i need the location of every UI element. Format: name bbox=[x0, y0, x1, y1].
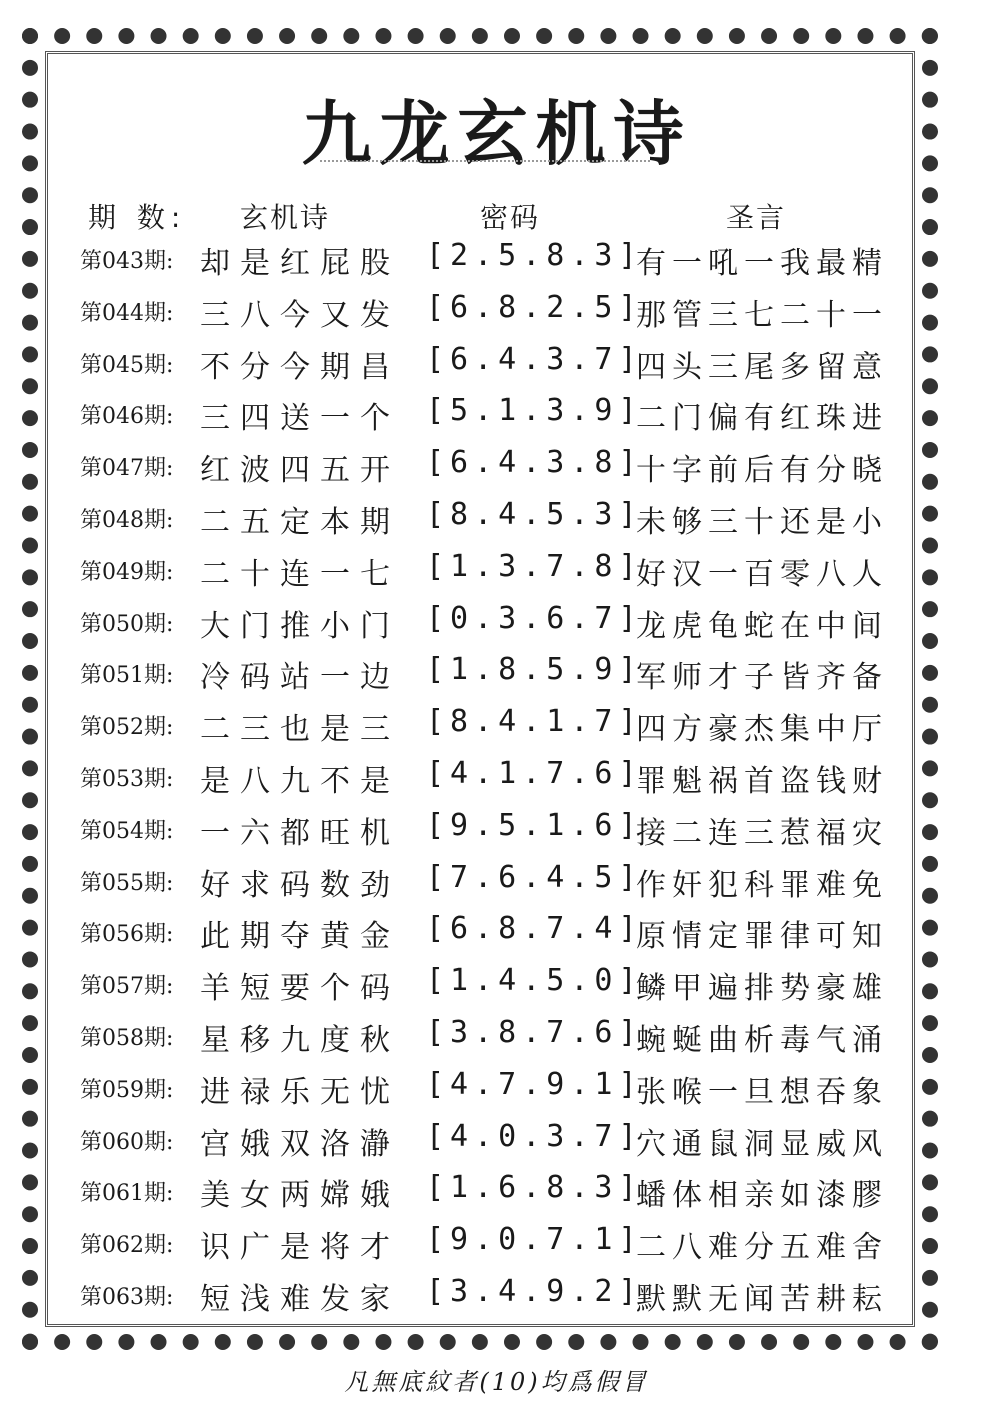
row-period: 第060期: bbox=[80, 1129, 174, 1155]
table-row bbox=[0, 852, 993, 904]
table-row bbox=[0, 644, 993, 696]
row-period: 第049期: bbox=[80, 559, 174, 585]
row-code: [5.1.3.9] bbox=[426, 393, 643, 429]
table-row bbox=[0, 1111, 993, 1163]
table-row bbox=[0, 955, 993, 1007]
row-saying: 原情定罪律可知 bbox=[636, 919, 888, 955]
header-period: 期 数: bbox=[88, 201, 187, 234]
table-row bbox=[0, 385, 993, 437]
row-saying: 张喉一旦想吞象 bbox=[636, 1074, 888, 1110]
row-period: 第063期: bbox=[80, 1284, 174, 1310]
table-row bbox=[0, 696, 993, 748]
row-poem: 短浅难发家 bbox=[200, 1281, 400, 1317]
row-code: [6.4.3.8] bbox=[426, 445, 643, 481]
row-poem: 二五定本期 bbox=[200, 504, 400, 540]
row-poem: 冷码站一边 bbox=[200, 660, 400, 696]
row-poem: 美女两嫦娥 bbox=[200, 1178, 400, 1214]
row-saying: 穴通鼠洞显威风 bbox=[636, 1126, 888, 1162]
row-code: [6.4.3.7] bbox=[426, 341, 643, 377]
header-code: 密码 bbox=[480, 201, 541, 234]
title-divider bbox=[320, 160, 650, 162]
row-saying: 那管三七二十一 bbox=[636, 297, 888, 333]
row-code: [8.4.5.3] bbox=[426, 496, 643, 532]
row-saying: 蜿蜒曲析毒气涌 bbox=[636, 1022, 888, 1058]
row-saying: 有一吼一我最精 bbox=[636, 246, 888, 281]
row-code: [4.7.9.1] bbox=[426, 1066, 643, 1102]
footer-note: 凡無底紋者(10)均爲假冒 bbox=[344, 1368, 649, 1396]
row-poem: 不分今期昌 bbox=[200, 349, 400, 385]
row-period: 第051期: bbox=[80, 663, 174, 689]
row-poem: 一六都旺机 bbox=[200, 815, 400, 851]
row-poem: 大门推小门 bbox=[200, 608, 400, 644]
row-poem: 进禄乐无忧 bbox=[200, 1074, 400, 1110]
row-period: 第050期: bbox=[80, 611, 174, 637]
row-period: 第056期: bbox=[80, 922, 174, 948]
table-row bbox=[0, 903, 993, 955]
row-period: 第053期: bbox=[80, 766, 174, 792]
row-poem: 识广是将才 bbox=[200, 1230, 400, 1266]
table-row bbox=[0, 230, 993, 282]
row-code: [1.4.5.0] bbox=[426, 963, 643, 999]
row-period: 第061期: bbox=[80, 1181, 174, 1207]
row-code: [1.8.5.9] bbox=[426, 652, 643, 688]
row-saying: 作奸犯科罪难免 bbox=[636, 867, 888, 903]
row-code: [4.1.7.6] bbox=[426, 755, 643, 791]
table-row bbox=[0, 748, 993, 800]
row-saying: 未够三十还是小 bbox=[636, 504, 888, 540]
row-period: 第055期: bbox=[80, 870, 174, 896]
table-row bbox=[0, 1214, 993, 1266]
row-period: 第058期: bbox=[80, 1025, 174, 1051]
row-period: 第059期: bbox=[80, 1077, 174, 1103]
row-period: 第043期: bbox=[80, 249, 174, 274]
row-code: [1.3.7.8] bbox=[426, 548, 643, 584]
row-code: [4.0.3.7] bbox=[426, 1118, 643, 1154]
row-saying: 鳞甲遍排势豪雄 bbox=[636, 971, 888, 1007]
row-saying: 默默无闻苦耕耘 bbox=[636, 1281, 888, 1317]
row-period: 第046期: bbox=[80, 404, 174, 430]
row-code: [6.8.2.5] bbox=[426, 289, 643, 325]
row-period: 第052期: bbox=[80, 715, 174, 741]
row-saying: 蟠体相亲如漆膠 bbox=[636, 1178, 888, 1214]
row-saying: 好汉一百零八人 bbox=[636, 556, 888, 592]
row-poem: 二十连一七 bbox=[200, 556, 400, 592]
row-saying: 十字前后有分晓 bbox=[636, 453, 888, 489]
row-period: 第062期: bbox=[80, 1233, 174, 1259]
table-row bbox=[0, 1162, 993, 1214]
header-saying: 圣言 bbox=[726, 201, 787, 234]
row-code: [1.6.8.3] bbox=[426, 1170, 643, 1206]
row-saying: 四头三尾多留意 bbox=[636, 349, 888, 385]
row-poem: 是八九不是 bbox=[200, 763, 400, 799]
row-period: 第044期: bbox=[80, 300, 174, 326]
row-saying: 四方豪杰集中厅 bbox=[636, 712, 888, 748]
row-poem: 羊短要个码 bbox=[200, 971, 400, 1007]
row-saying: 军师才子皆齐备 bbox=[636, 660, 888, 696]
row-code: [3.8.7.6] bbox=[426, 1014, 643, 1050]
row-poem: 宫娥双洛瀞 bbox=[200, 1126, 400, 1162]
row-saying: 二八难分五难舍 bbox=[636, 1230, 888, 1266]
row-period: 第054期: bbox=[80, 818, 174, 844]
row-code: [9.0.7.1] bbox=[426, 1222, 643, 1258]
table-row bbox=[0, 800, 993, 852]
row-saying: 罪魁祸首盗钱财 bbox=[636, 763, 888, 799]
row-saying: 接二连三惹福灾 bbox=[636, 815, 888, 851]
header-poem: 玄机诗 bbox=[240, 201, 331, 234]
table-row bbox=[0, 1007, 993, 1059]
table-row bbox=[0, 541, 993, 593]
row-saying: 二门偏有红珠进 bbox=[636, 401, 888, 437]
row-poem: 此期夺黄金 bbox=[200, 919, 400, 955]
table-row bbox=[0, 593, 993, 645]
row-period: 第057期: bbox=[80, 974, 174, 1000]
row-code: [9.5.1.6] bbox=[426, 807, 643, 843]
row-poem: 三八今又发 bbox=[200, 297, 400, 333]
table-row bbox=[0, 489, 993, 541]
row-poem: 却是红屁股 bbox=[200, 246, 400, 281]
row-code: [8.4.1.7] bbox=[426, 704, 643, 740]
table-body bbox=[0, 230, 993, 1318]
row-period: 第048期: bbox=[80, 507, 174, 533]
row-code: [3.4.9.2] bbox=[426, 1273, 643, 1309]
row-poem: 星移九度秋 bbox=[200, 1022, 400, 1058]
row-code: [6.8.7.4] bbox=[426, 911, 643, 947]
row-code: [0.3.6.7] bbox=[426, 600, 643, 636]
row-period: 第047期: bbox=[80, 456, 174, 482]
row-poem: 好求码数劲 bbox=[200, 867, 400, 903]
table-row bbox=[0, 1059, 993, 1111]
row-poem: 红波四五开 bbox=[200, 453, 400, 489]
table-row bbox=[0, 1266, 993, 1318]
row-saying: 龙虎龟蛇在中间 bbox=[636, 608, 888, 644]
page-title: 九龙玄机诗 bbox=[301, 92, 692, 175]
row-code: [2.5.8.3] bbox=[426, 238, 643, 273]
row-period: 第045期: bbox=[80, 352, 174, 378]
row-poem: 三四送一个 bbox=[200, 401, 400, 437]
table-row bbox=[0, 282, 993, 334]
table-row bbox=[0, 334, 993, 386]
table-row bbox=[0, 437, 993, 489]
row-code: [7.6.4.5] bbox=[426, 859, 643, 895]
row-poem: 二三也是三 bbox=[200, 712, 400, 748]
